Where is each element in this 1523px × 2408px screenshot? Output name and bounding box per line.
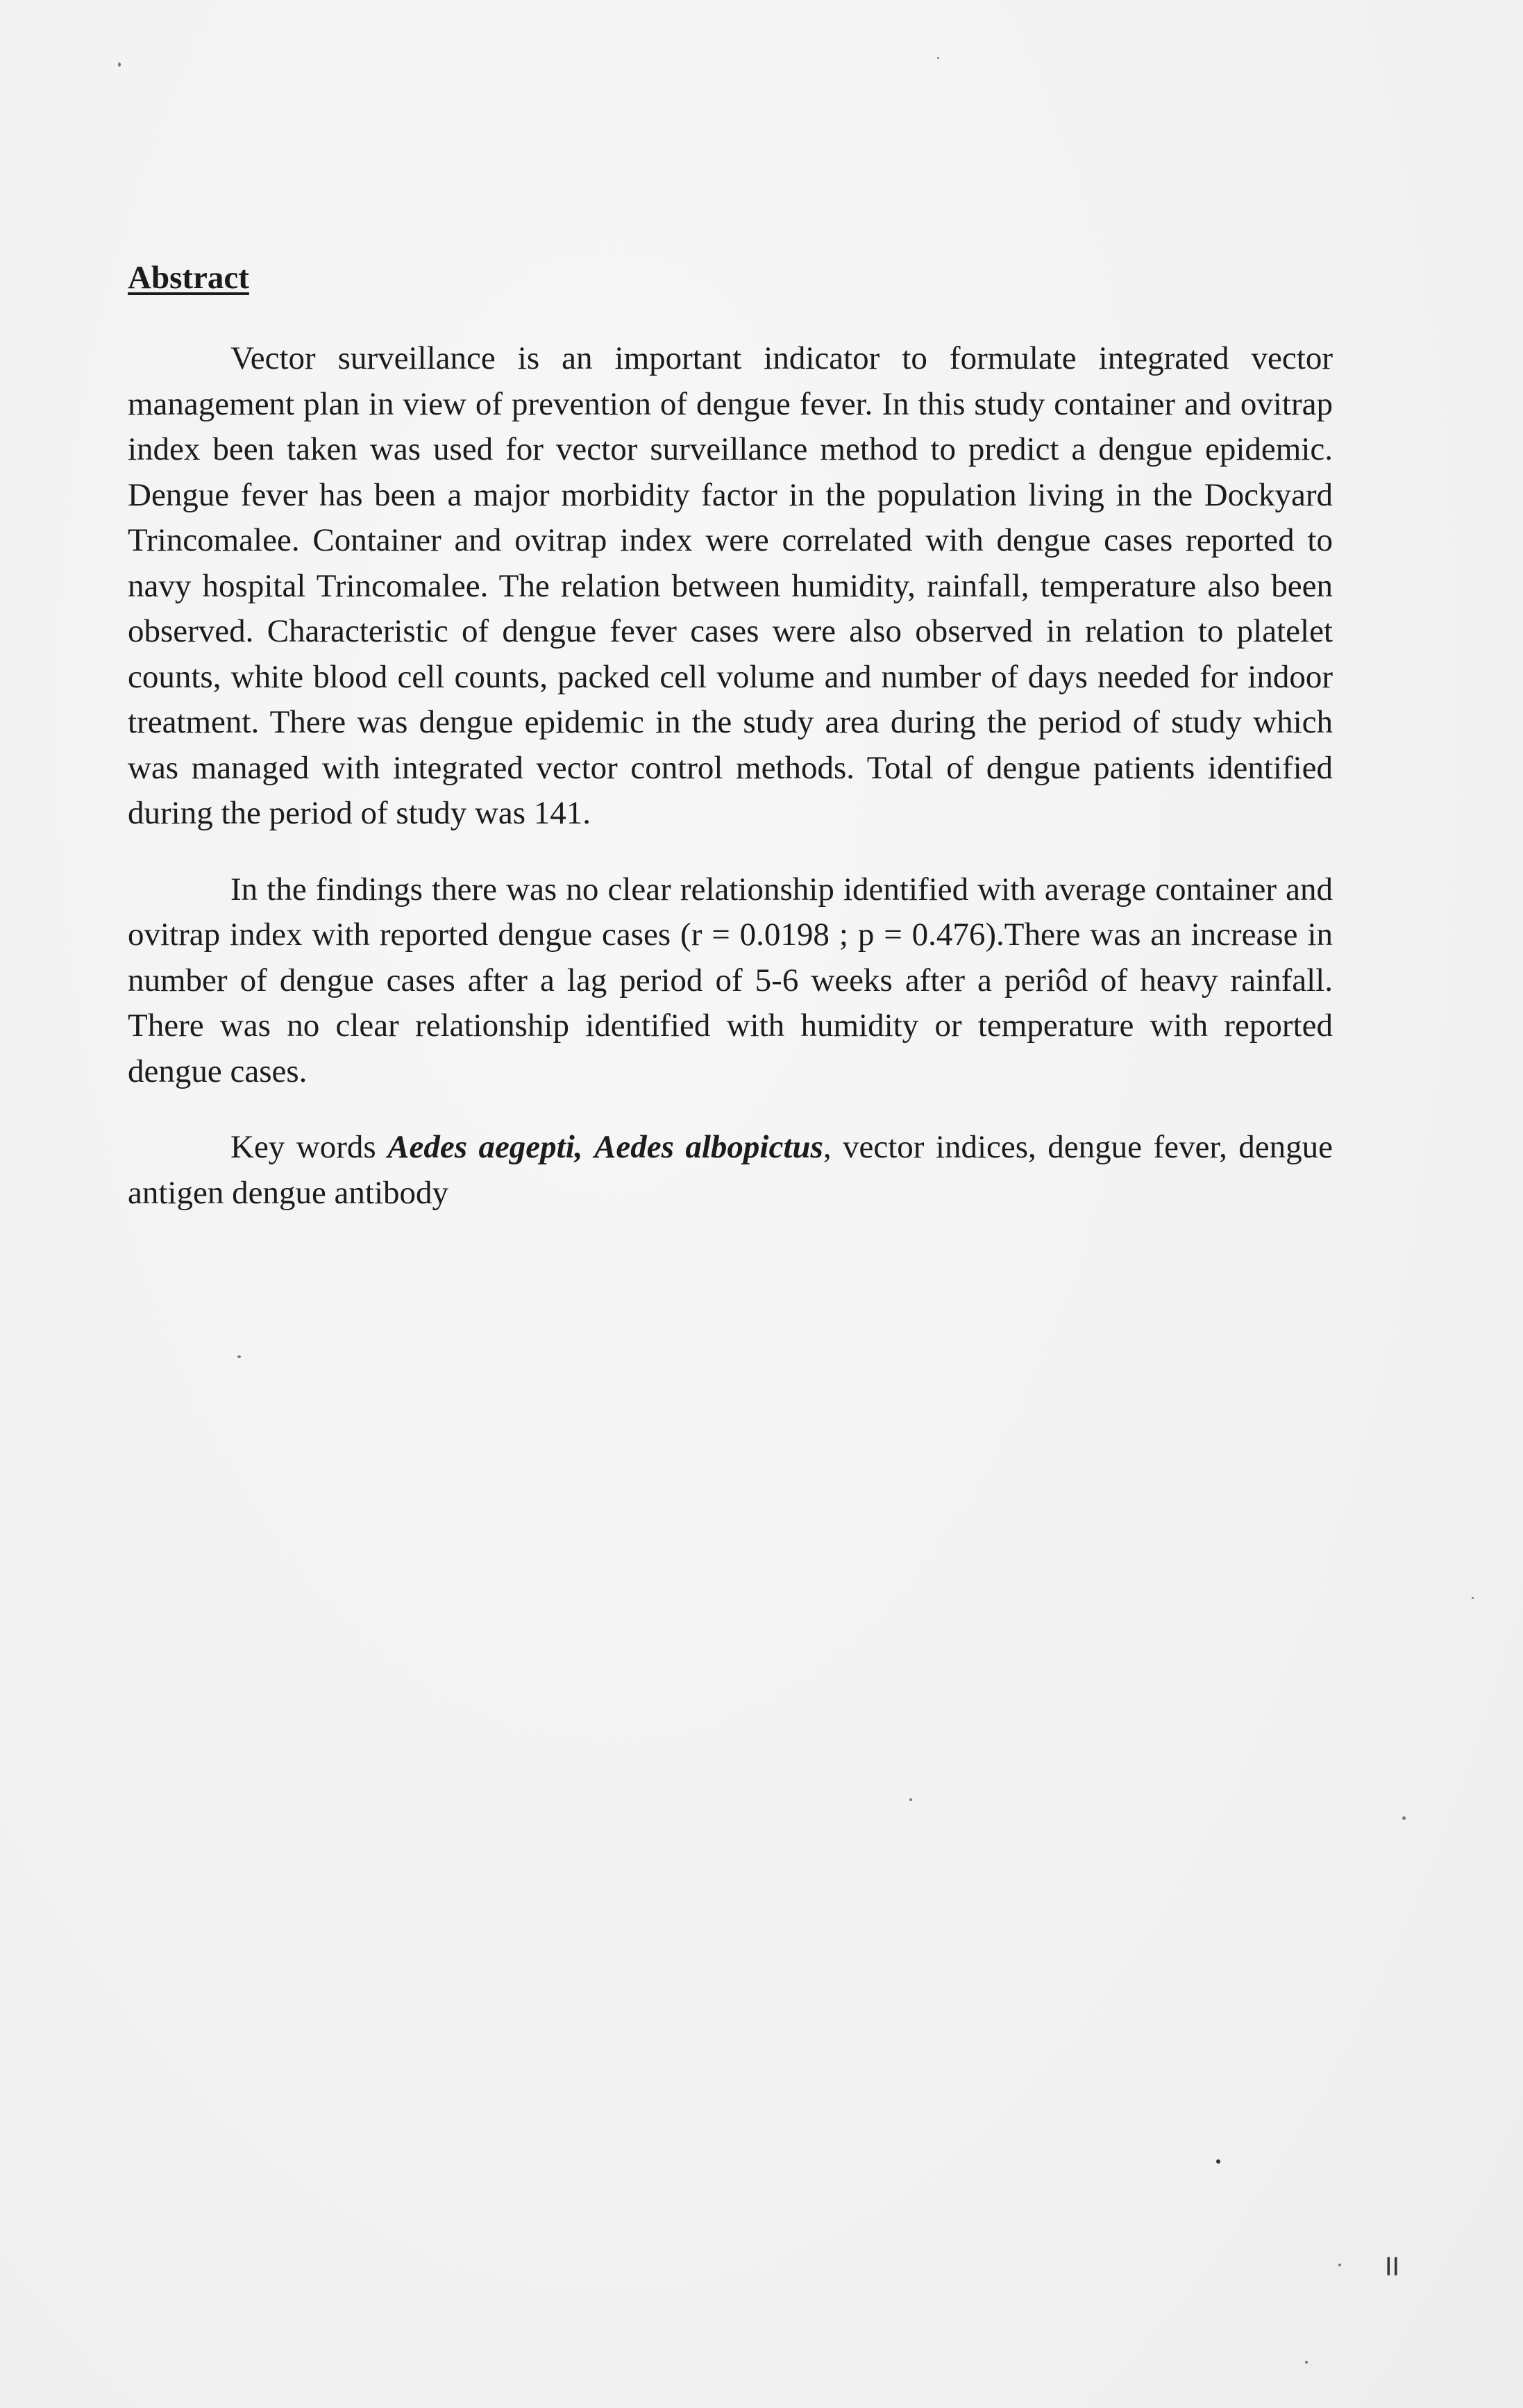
keywords-rest: , vector indices, dengue fever, dengue antigen dengue antibody	[128, 1129, 1333, 1211]
keywords-separator	[583, 1129, 594, 1165]
keywords-paragraph	[128, 1125, 1333, 1216]
scan-speck	[237, 1355, 241, 1358]
abstract-section	[128, 258, 1333, 1246]
scan-speck	[118, 62, 121, 67]
keyword-species-1: Aedes aegepti,	[387, 1129, 583, 1166]
scan-speck	[1305, 2361, 1308, 2364]
scan-speck	[1402, 1816, 1406, 1820]
scan-speck	[937, 57, 939, 59]
scan-speck	[1472, 1597, 1474, 1599]
page-number: II	[1385, 2252, 1400, 2282]
abstract-paragraph-1: Vector surveillance is an important indicator to formulate integrated vector management plan in view of prevention of dengue fever. In this study container and ovitrap index been taken was used for vector surveillance method to predict a dengue epidemic. Dengue fever has been a major morbidity factor in the population living in the Dockyard Trincomalee. Container and ovitrap index were correlated with dengue cases reported to navy hospital Trincomalee. The relation between humidity, rainfall, temperature also been observed. Characteristic of dengue fever cases were also observed in relation to platelet counts, white blood cell counts, packed cell volume and number of days needed for indoor treatment. There was dengue epidemic in the study area during the period of study which was managed with integrated vector control methods. Total of dengue patients identified during the period of study was 141.	[128, 340, 1333, 832]
scan-speck	[1338, 2264, 1341, 2266]
keyword-species-2: Aedes albopictus	[594, 1129, 823, 1166]
scan-speck	[909, 1798, 912, 1801]
scan-speck	[1216, 2159, 1220, 2164]
abstract-paragraph-2: In the findings there was no clear relationship identified with average container and ovitrap index with reported dengue cases (r = 0.0198 ; p = 0.476).There was an increase in number of dengue cases after a lag period of 5-6 weeks after a periôd of heavy rainfall. There was no clear relationship identified with humidity or temperature with reported dengue cases.	[128, 871, 1333, 1089]
abstract-heading: Abstract	[128, 260, 249, 296]
keywords-lead: Key words	[230, 1129, 388, 1166]
